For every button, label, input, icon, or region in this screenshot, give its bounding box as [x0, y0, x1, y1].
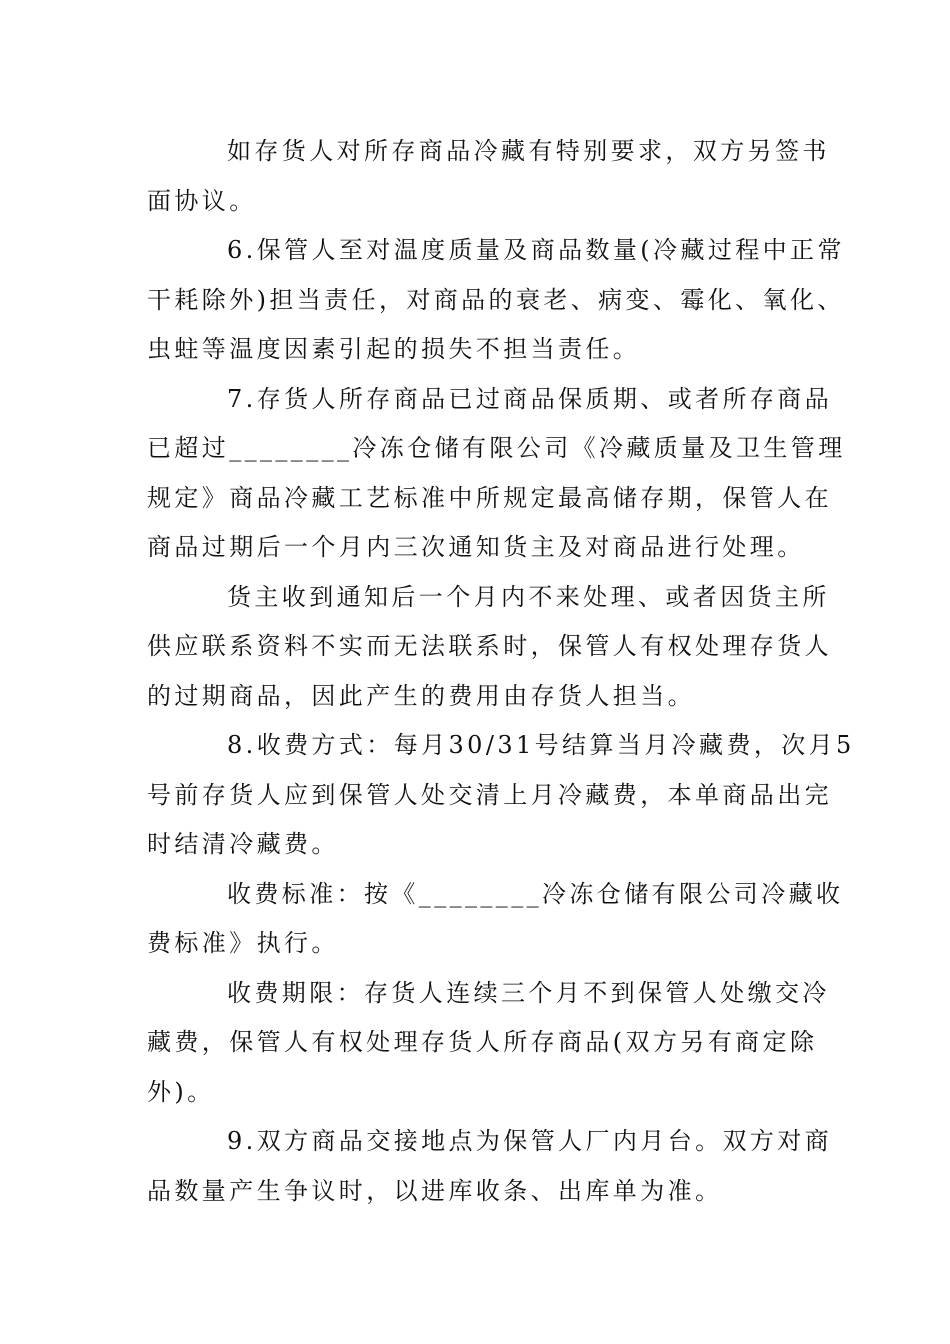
text-line: 藏费，保管人有权处理存货人所存商品(双方另有商定除 [147, 1028, 818, 1056]
text-line: 品数量产生争议时，以进库收条、出库单为准。 [147, 1176, 723, 1205]
text-line: 商品过期后一个月内三次通知货主及对商品进行处理。 [147, 533, 805, 561]
paragraph-clause-9 [147, 1117, 833, 1216]
text-line: 面协议。 [147, 186, 257, 215]
text-line: 收费期限：存货人连续三个月不到保管人处缴交冷 [227, 978, 830, 1007]
text-line: 供应联系资料不实而无法联系时，保管人有权处理存货人 [147, 632, 832, 660]
text-line: 如存货人对所存商品冷藏有特别要求，双方另签书 [227, 137, 830, 165]
paragraph-special-requirements [147, 127, 830, 226]
text-line: 9.双方商品交接地点为保管人厂内月台。双方对商 [227, 1127, 833, 1155]
text-line: 已超过________冷冻仓储有限公司《冷藏质量及卫生管理 [147, 434, 846, 462]
text-line: 号前存货人应到保管人处交清上月冷藏费，本单商品出完 [147, 780, 832, 809]
text-line: 虫蛀等温度因素引起的损失不担当责任。 [147, 335, 641, 363]
document-body [147, 127, 855, 1216]
paragraph-clause-8 [147, 721, 855, 870]
text-line: 费标准》执行。 [147, 929, 339, 957]
paragraph-clause-7 [147, 375, 846, 573]
text-line: 外)。 [147, 1077, 215, 1106]
text-line: 干耗除外)担当责任，对商品的衰老、病变、霉化、氧化、 [147, 285, 845, 314]
text-line: 8.收费方式：每月30/31号结算当月冷藏费，次月5 [227, 731, 855, 759]
text-line: 6.保管人至对温度质量及商品数量(冷藏过程中正常 [227, 236, 845, 264]
text-line: 的过期商品，因此产生的费用由存货人担当。 [147, 681, 695, 710]
text-line: 货主收到通知后一个月内不来处理、或者因货主所 [227, 582, 830, 611]
text-line: 收费标准：按《________冷冻仓储有限公司冷藏收 [227, 879, 844, 908]
text-line: 规定》商品冷藏工艺标准中所规定最高储存期，保管人在 [147, 483, 832, 512]
paragraph-fee-deadline [147, 969, 830, 1118]
text-line: 时结清冷藏费。 [147, 830, 339, 858]
text-line: 7.存货人所存商品已过商品保质期、或者所存商品 [227, 384, 833, 413]
paragraph-clause-6 [147, 226, 845, 375]
paragraph-fee-standard [147, 870, 844, 969]
paragraph-owner-notice [147, 573, 832, 722]
